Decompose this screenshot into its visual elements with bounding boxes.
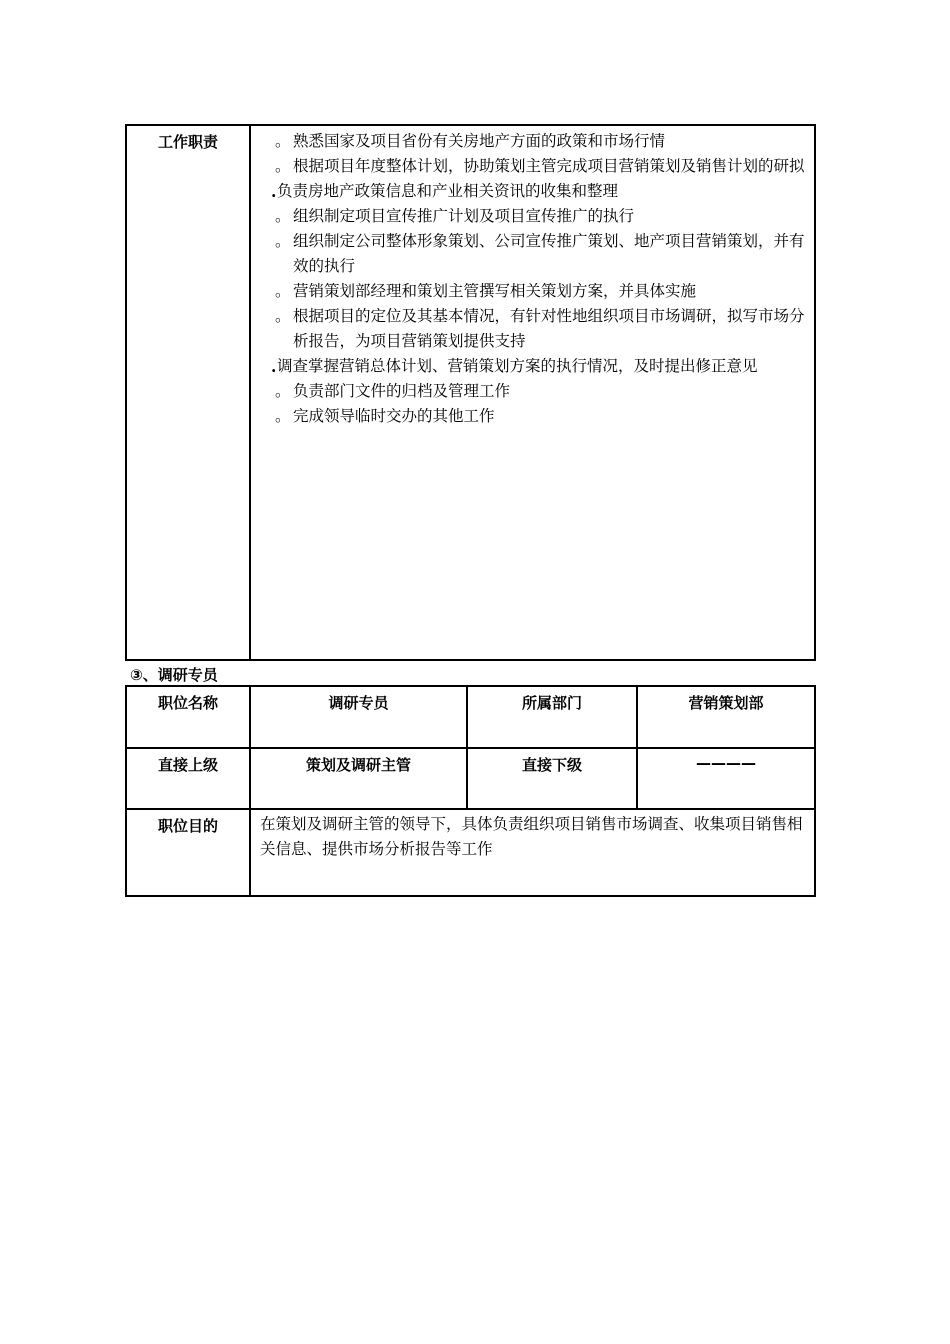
duty-text: 完成领导临时交办的其他工作: [293, 407, 495, 425]
duty-text: 熟悉国家及项目省份有关房地产方面的政策和市场行情: [293, 132, 666, 150]
bullet-mark: 。: [275, 407, 291, 425]
bullet-mark: 。: [275, 157, 291, 175]
duty-item: [275, 379, 806, 404]
duty-text: 组织制定公司整体形象策划、公司宣传推广策划、地产项目营销策划，并有效的执行: [293, 232, 805, 275]
table-row: [127, 810, 814, 895]
bullet-mark: .: [271, 357, 277, 376]
duty-text: 负责房地产政策信息和产业相关资讯的收集和整理: [277, 182, 619, 200]
position-info-table: [125, 685, 816, 897]
department-value: 营销策划部: [688, 694, 764, 712]
duty-item: [271, 179, 806, 204]
duties-table: [125, 124, 816, 661]
duty-item: [275, 304, 806, 354]
bullet-mark: 。: [275, 282, 291, 300]
duty-item: [275, 204, 806, 229]
duty-item: [271, 354, 806, 379]
duty-text: 营销策划部经理和策划主管撰写相关策划方案，并具体实施: [293, 282, 697, 300]
department-label: 所属部门: [468, 687, 638, 747]
superior-label: 直接上级: [127, 749, 251, 808]
bullet-mark: 。: [275, 232, 291, 250]
duty-text: 调查掌握营销总体计划、营销策划方案的执行情况，及时提出修正意见: [277, 357, 758, 375]
bullet-mark: 。: [275, 132, 291, 150]
subordinate-label: 直接下级: [468, 749, 638, 808]
position-name-value: 调研专员: [251, 687, 468, 747]
superior-value: 策划及调研主管: [251, 749, 468, 808]
duty-item: [275, 154, 806, 179]
duty-item: [275, 404, 806, 429]
bullet-mark: 。: [275, 207, 291, 225]
duty-item: [275, 229, 806, 279]
purpose-value: 在策划及调研主管的领导下，具体负责组织项目销售市场调查、收集项目销售相关信息、提供市场分析报告等工作: [260, 815, 803, 858]
duty-item: [275, 129, 806, 154]
table-row: [127, 749, 814, 810]
bullet-mark: 。: [275, 307, 291, 325]
duties-list: [251, 126, 814, 659]
section-heading: ③、调研专员: [130, 666, 218, 684]
purpose-label: 职位目的: [127, 810, 251, 895]
duty-text: 根据项目的定位及其基本情况，有针对性地组织项目市场调研，拟写市场分析报告，为项目营销策划提供支持: [293, 307, 805, 350]
duty-text: 根据项目年度整体计划，协助策划主管完成项目营销策划及销售计划的研拟: [293, 157, 805, 175]
bullet-mark: 。: [275, 382, 291, 400]
bullet-mark: .: [271, 182, 277, 201]
duty-text: 组织制定项目宣传推广计划及项目宣传推广的执行: [293, 207, 635, 225]
duties-label: 工作职责: [127, 126, 251, 659]
table-row: [127, 687, 814, 749]
subordinate-value: ————: [696, 754, 756, 772]
duty-item: [275, 279, 806, 304]
duty-text: 负责部门文件的归档及管理工作: [293, 382, 511, 400]
position-name-label: 职位名称: [127, 687, 251, 747]
